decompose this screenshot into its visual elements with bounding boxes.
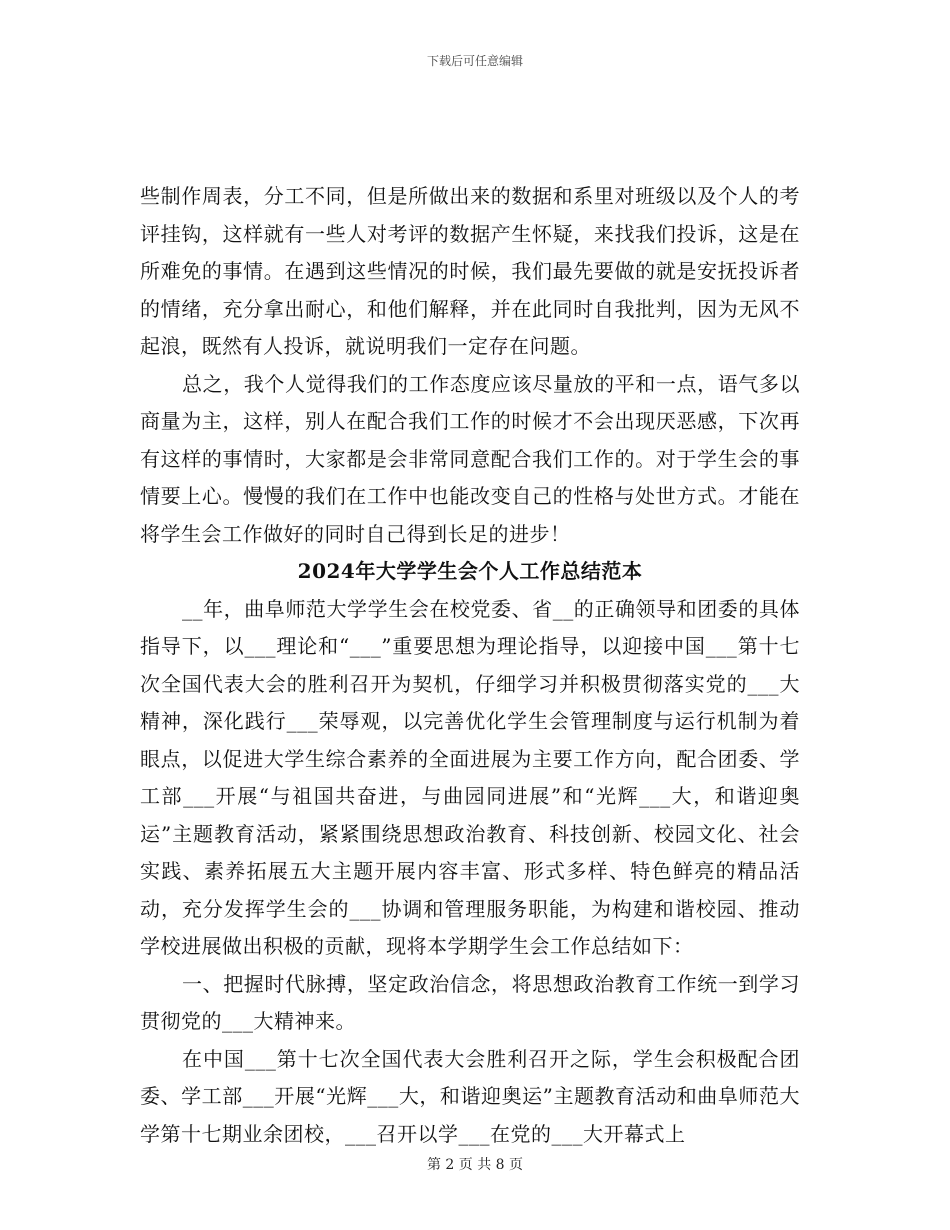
paragraph-detail: 在中国___第十七次全国代表大会胜利召开之际，学生会积极配合团委、学工部___开展“光辉___大，和谐迎奥运”主题教育活动和曲阜师范大学第十七期业余团校，___召开以学___在党的___大开幕式上 xyxy=(140,1046,800,1146)
document-body xyxy=(140,178,800,1153)
paragraph-heading-one: 一、把握时代脉搏，坚定政治信念，将思想政治教育工作统一到学习贯彻党的___大精神来。 xyxy=(140,971,800,1033)
page-header: 下载后可任意编辑 xyxy=(426,54,523,68)
section-title: 2024年大学学生会个人工作总结范本 xyxy=(297,559,643,583)
paragraph-continued: 些制作周表，分工不同，但是所做出来的数据和系里对班级以及个人的考评挂钩，这样就有一些人对考评的数据产生怀疑，来找我们投诉，这是在所难免的事情。在遇到这些情况的时候，我们最先要做的就是安抚投诉者的情绪，充分拿出耐心，和他们解释，并在此同时自我批判，因为无风不起浪，既然有人投诉，就说明我们一定存在问题。 xyxy=(140,184,800,358)
paragraph-conclusion: 总之，我个人觉得我们的工作态度应该尽量放的平和一点，语气多以商量为主，这样，别人在配合我们工作的时候才不会出现厌恶感，下次再有这样的事情时，大家都是会非常同意配合我们工作的。对于学生会的事情要上心。慢慢的我们在工作中也能改变自己的性格与处世方式。才能在将学生会工作做好的同时自己得到长足的进步！ xyxy=(140,371,800,546)
paragraph-intro: __年，曲阜师范大学学生会在校党委、省__的正确领导和团委的具体指导下，以___理论和“___”重要思想为理论指导，以迎接中国___第十七次全国代表大会的胜利召开为契机，仔细学习并积极贯彻落实党的___大精神，深化践行___荣辱观，以完善优化学生会管理制度与运行机制为着眼点，以促进大学生综合素养的全面进展为主要工作方向，配合团委、学工部___开展“与祖国共奋进，与曲园同进展”和“光辉___大，和谐迎奥运”主题教育活动，紧紧围绕思想政治教育、科技创新、校园文化、社会实践、素养拓展五大主题开展内容丰富、形式多样、特色鲜亮的精品活动，充分发挥学生会的___协调和管理服务职能，为构建和谐校园、推动学校进展做出积极的贡献，现将本学期学生会工作总结如下： xyxy=(140,596,800,958)
page-number: 第 2 页 共 8 页 xyxy=(426,1157,524,1173)
